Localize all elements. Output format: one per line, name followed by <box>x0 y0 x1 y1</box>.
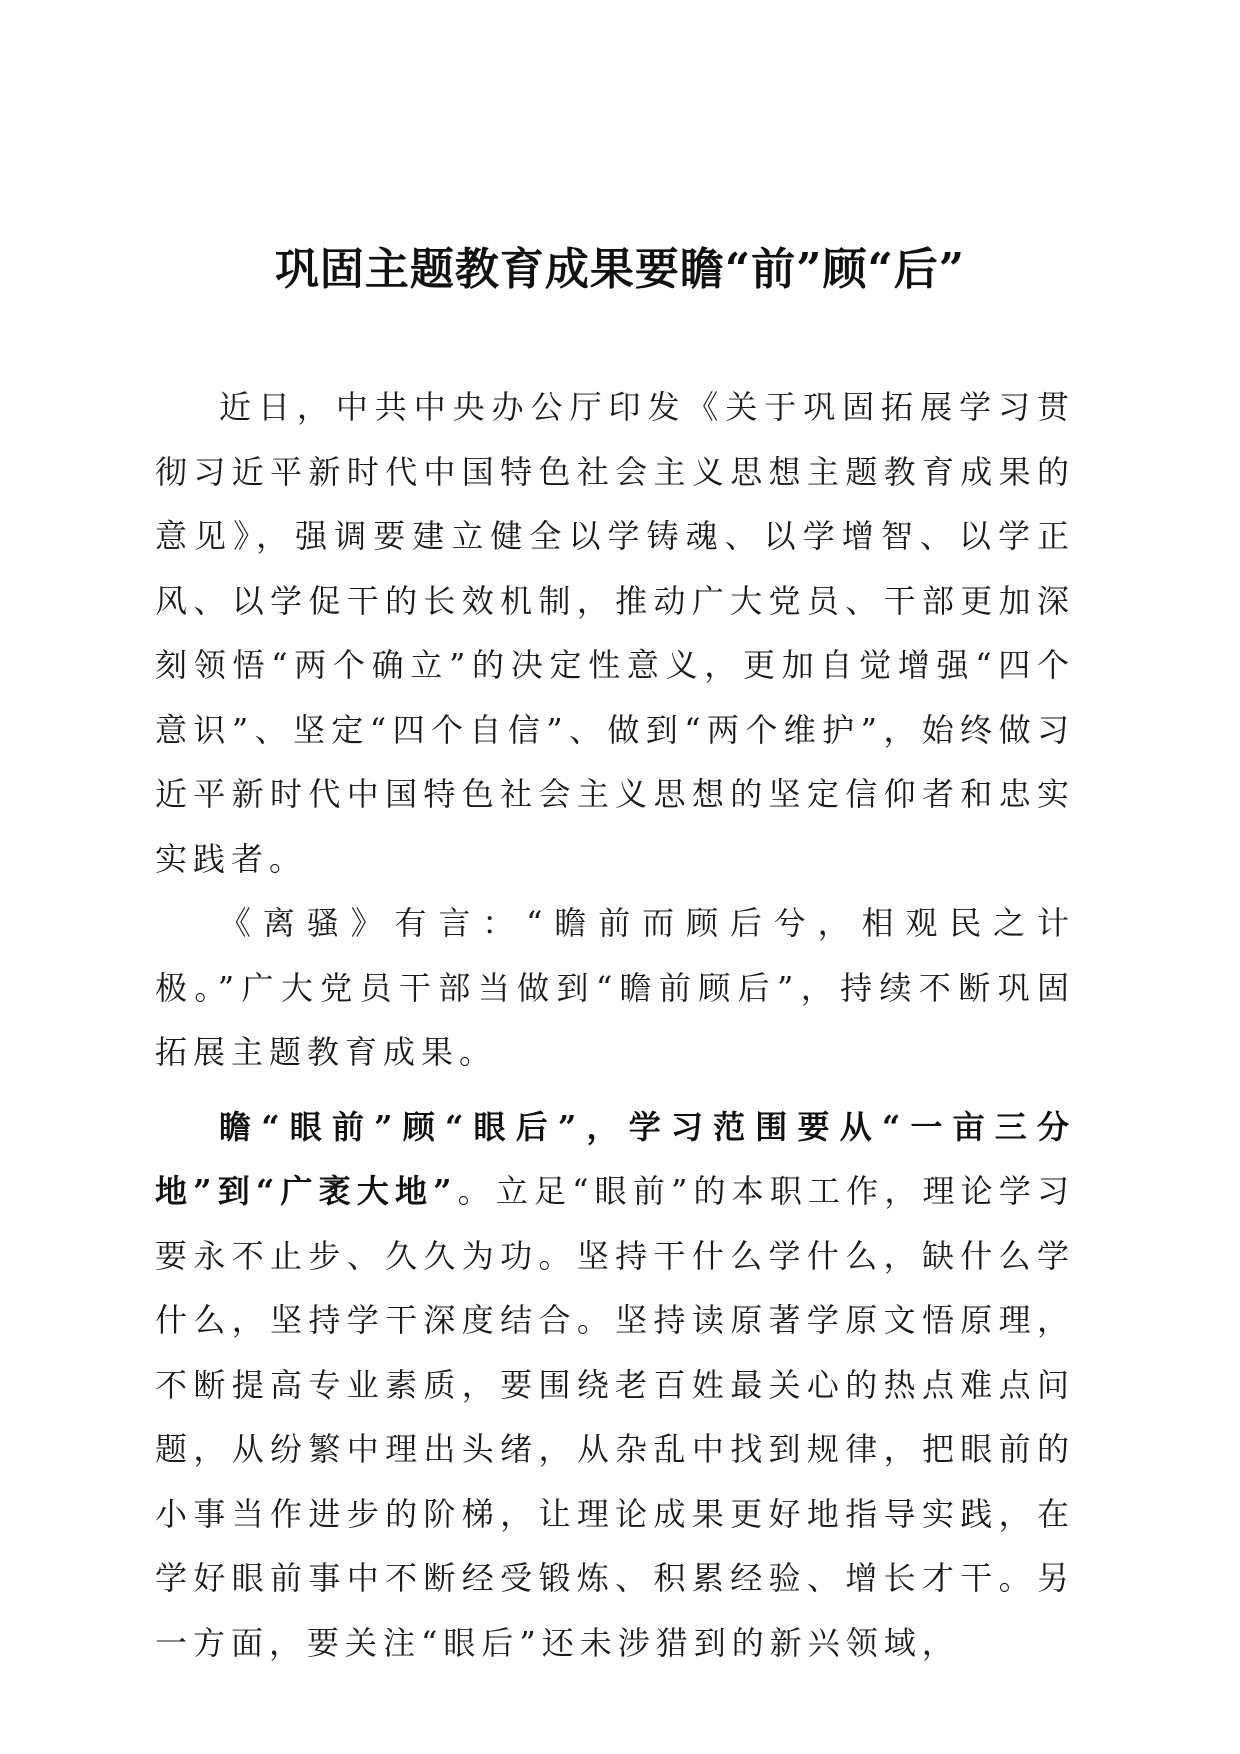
paragraph-3-lead-heading: 瞻“眼前”顾“眼后”，学习范围要从“一亩三分地”到“广袤大地” <box>155 1107 1075 1210</box>
document-body <box>155 375 1075 1675</box>
paragraph-2-text: 《离骚》有言：“瞻前而顾后兮，相观民之计极。”广大党员干部当做到“瞻前顾后”，持续不断巩固拓展主题教育成果。 <box>155 904 1075 1071</box>
paragraph-2 <box>155 891 1075 1085</box>
paragraph-3 <box>155 1095 1075 1676</box>
paragraph-1 <box>155 375 1075 891</box>
document-title: 巩固主题教育成果要瞻“前”顾“后” <box>274 244 966 295</box>
paragraph-1-text: 近日，中共中央办公厅印发《关于巩固拓展学习贯彻习近平新时代中国特色社会主义思想主题教育成果的意见》，强调要建立健全以学铸魂、以学增智、以学正风、以学促干的长效机制，推动广大党员、干部更加深刻领悟“两个确立”的决定性意义，更加自觉增强“四个意识”、坚定“四个自信”、做到“两个维护”，始终做习近平新时代中国特色社会主义思想的坚定信仰者和忠实实践者。 <box>155 388 1075 878</box>
paragraph-3-text: 。立足“眼前”的本职工作，理论学习要永不止步、久久为功。坚持干什么学什么，缺什么学什么，坚持学干深度结合。坚持读原著学原文悟原理，不断提高专业素质，要围绕老百姓最关心的热点难点问题，从纷繁中理出头绪，从杂乱中找到规律，把眼前的小事当作进步的阶梯，让理论成果更好地指导实践，在学好眼前事中不断经受锻炼、积累经验、增长才干。另一方面，要关注“眼后”还未涉猎到的新兴领域， <box>155 1172 1075 1662</box>
